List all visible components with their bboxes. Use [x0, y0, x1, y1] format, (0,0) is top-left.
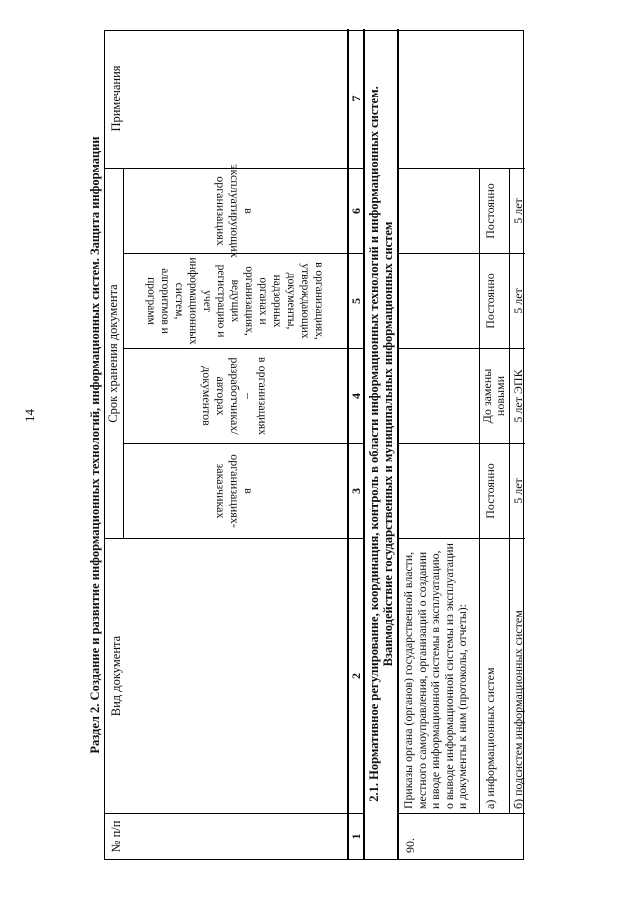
header-sub-operator-text: в эксплуатирующих организациях	[214, 164, 257, 258]
header-sub-customer-text: в организациях-заказчиках	[214, 454, 257, 528]
header-col-num: № п/п	[109, 820, 123, 853]
row-90a-developer: До замены новыми	[479, 349, 509, 444]
row-90-notes-empty	[397, 29, 525, 169]
row-90a-approver: Постоянно	[479, 254, 509, 349]
section-title: Раздел 2. Создание и развитие информационных технологий, информационных систем. Защита информации	[88, 136, 102, 754]
subsection-heading	[363, 29, 397, 859]
subsection-line-1: 2.1. Нормативное регулирование, координация, контроль в области информационных технологий и информационных систем.	[367, 86, 381, 802]
subsection-line-2: Взаимодействие государственных и муниципальных информационных систем	[381, 221, 395, 667]
header-col-notes: Примечания	[105, 29, 347, 169]
header-col-type: Вид документа	[105, 539, 347, 814]
retention-table	[104, 30, 524, 860]
col-number-4: 4	[347, 349, 363, 444]
header-sub-developer-text: в организациях – разработчиках/авторах документов	[200, 356, 271, 436]
row-90b-customer: 5 лет	[509, 444, 525, 539]
row-90b-approver: 5 лет	[509, 254, 525, 349]
header-sub-approver-text: в организациях, утверждающих документы, надзорных органах и организациях, ведущих регистрацию и учет информационных систем, алгоритмов и программ	[145, 257, 326, 345]
rotated-document-sheet	[86, 30, 524, 860]
row-90b-developer: 5 лет ЭПК	[509, 349, 525, 444]
row-90-approver-empty	[397, 254, 479, 349]
col-number-1: 1	[347, 814, 363, 859]
col-number-2: 2	[347, 539, 363, 814]
row-90-description: Приказы органа (органов) государственной власти, местного самоуправления, организаций о создании и вводе информационной системы в эксплуатацию, о выводе информационной системы из эксплуатации и документы к ним (протоколы, отчеты):	[397, 539, 479, 814]
header-sub-operator	[123, 164, 347, 258]
col-number-5: 5	[347, 254, 363, 349]
row-90a-customer: Постоянно	[479, 444, 509, 539]
row-90a-description: а) информационных систем	[479, 539, 509, 814]
col-number-6: 6	[347, 169, 363, 254]
header-sub-customer	[123, 444, 347, 539]
header-sub-approver	[123, 254, 347, 349]
row-90-number: 90.	[397, 814, 525, 859]
page-number: 14	[22, 409, 37, 422]
col-number-7: 7	[347, 29, 363, 169]
row-90-developer-empty	[397, 349, 479, 444]
header-sub-developer	[123, 349, 347, 444]
header-col-term: Срок хранения документа	[105, 169, 123, 539]
row-90b-description: б) подсистем информационных систем	[509, 539, 525, 814]
row-90-customer-empty	[397, 444, 479, 539]
row-90-operator-empty	[397, 169, 479, 254]
col-number-3: 3	[347, 444, 363, 539]
row-90a-operator: Постоянно	[479, 169, 509, 254]
row-90b-operator: 5 лет	[509, 169, 525, 254]
